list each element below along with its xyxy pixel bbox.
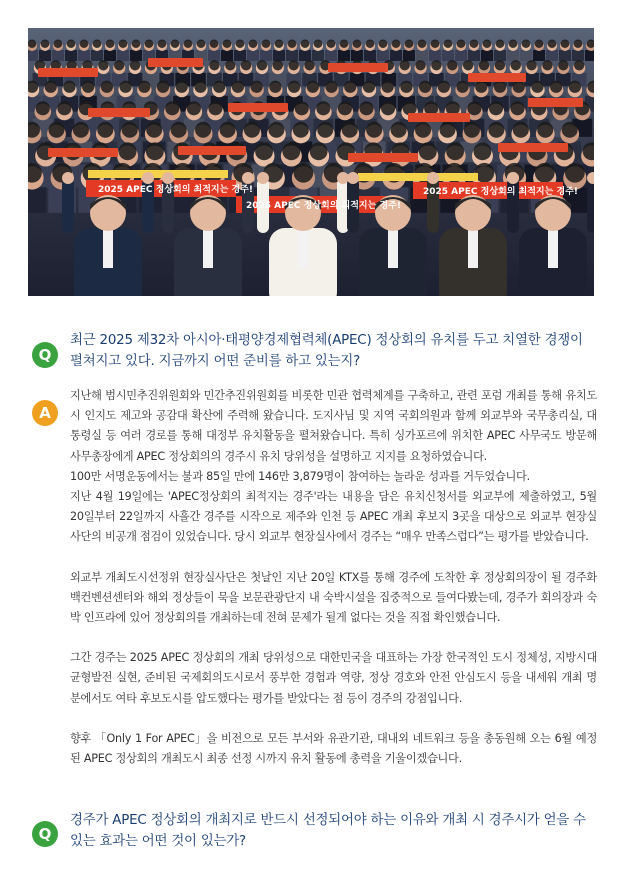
person-body <box>403 50 415 61</box>
person-hair <box>288 40 297 49</box>
person-hair <box>531 81 543 93</box>
person-body <box>390 50 402 61</box>
raised-hand <box>62 172 74 184</box>
person-hair <box>36 101 50 115</box>
person-hair <box>565 163 585 183</box>
person-hair <box>255 142 273 160</box>
person-hair <box>405 40 414 49</box>
question-2-text: 경주가 APEC 정상회의 개최지로 반드시 선정되어야 하는 이유와 개최 시 경주시가 얻을 수 있는 효과는 어떤 것이 있는가? <box>70 813 586 849</box>
raised-hand <box>507 172 519 184</box>
person-hair <box>48 122 64 138</box>
person-body <box>572 50 584 61</box>
cheering-banner <box>148 58 203 67</box>
person-hair <box>381 101 395 115</box>
person-body <box>273 50 285 61</box>
person-hair <box>171 40 180 49</box>
person-hair <box>209 60 219 70</box>
person-body <box>494 50 506 61</box>
person-body <box>91 50 103 61</box>
cheering-banner <box>468 73 526 82</box>
person-hair <box>80 40 89 49</box>
person-body <box>28 50 38 61</box>
person-hair <box>561 40 570 49</box>
person-hair <box>304 60 314 70</box>
person-hair <box>340 40 349 49</box>
person-hair <box>41 40 50 49</box>
person-body <box>481 50 493 61</box>
person-hair <box>415 122 431 138</box>
person-hair <box>513 81 525 93</box>
person-hair <box>526 60 536 70</box>
cheering-banner <box>528 98 583 107</box>
person-hair <box>213 81 225 93</box>
person-body <box>52 50 64 61</box>
person-hair <box>97 122 113 138</box>
person-hair <box>114 60 124 70</box>
person-body <box>286 50 298 61</box>
person-hair <box>184 40 193 49</box>
person-hair <box>316 101 330 115</box>
person-hair <box>438 81 450 93</box>
answer-paragraph: 그간 경주는 2025 APEC 정상회의 개최 당위성으로 대한민국을 대표하는 가장 한국적인 도시 정체성, 지방시대 균형발전 실현, 준비된 국제회의도시로서 풍부한 경험과 역량, 정상 경호와 안전 안심도시 등을 내세워 개최 명분에서도 여타 후보도시를 압도했다는 평가를 받았다는 점 등이 경주의 강점입니다. <box>70 651 597 705</box>
person-body <box>78 50 90 61</box>
person-body <box>312 50 324 61</box>
answer-badge: A <box>32 400 58 426</box>
person-hair <box>363 81 375 93</box>
cheering-banner <box>328 63 388 72</box>
person-hair <box>310 142 328 160</box>
banner-text: 2025 APEC 정상회의 최적지는 경주! <box>98 185 253 195</box>
person-hair <box>63 81 75 93</box>
person-hair <box>511 60 521 70</box>
event-photo-illustration <box>28 28 594 296</box>
person-hair <box>273 60 283 70</box>
person-hair <box>353 40 362 49</box>
person-hair <box>225 60 235 70</box>
banner-text: 2025 APEC 정상회의 최적지는 경주! <box>246 201 401 211</box>
shirt <box>548 228 558 268</box>
person-body <box>117 50 129 61</box>
person-hair <box>464 122 480 138</box>
person-hair <box>244 122 260 138</box>
person-hair <box>98 60 108 70</box>
person-hair <box>344 81 356 93</box>
person-hair <box>338 101 352 115</box>
person-hair <box>314 40 323 49</box>
person-hair <box>307 81 319 93</box>
person-hair <box>294 163 314 183</box>
person-hair <box>223 40 232 49</box>
person-hair <box>119 81 131 93</box>
person-hair <box>106 40 115 49</box>
person-body <box>338 50 350 61</box>
person-hair <box>282 142 300 160</box>
person-hair <box>542 60 552 70</box>
person-hair <box>488 122 504 138</box>
person-hair <box>262 40 271 49</box>
person-body <box>28 187 46 213</box>
person-hair <box>419 81 431 93</box>
person-hair <box>513 122 529 138</box>
person-hair <box>45 81 57 93</box>
person-hair <box>195 122 211 138</box>
person-head <box>455 195 491 231</box>
raised-hand <box>162 172 174 184</box>
person-hair <box>275 40 284 49</box>
answer-paragraph: 지난 4월 19일에는 'APEC정상회의 최적지는 경주'라는 내용을 담은 유치신청서를 외교부에 제출하였고, 5월 20일부터 22일까지 사흘간 경주를 시작으로 제주와 인천 등 APEC 개최 후보지 3곳을 대상으로 외교부 현장실사단의 비공개 점검이 있었습니다. 당시 외교부 현장실사에서 경주는 “매우 만족스럽다”는 평가를 받았습니다. <box>70 490 597 544</box>
person-hair <box>327 40 336 49</box>
person-hair <box>470 40 479 49</box>
person-hair <box>392 40 401 49</box>
person-body <box>429 50 441 61</box>
answer-paragraph: 100만 서명운동에서는 불과 85일 만에 146만 3,879명이 참여하는 놀라운 성과를 거두었습니다. <box>70 469 530 483</box>
person-body <box>104 50 116 61</box>
person-hair <box>400 81 412 93</box>
person-body <box>299 50 311 61</box>
person-hair <box>171 122 187 138</box>
person-hair <box>419 142 437 160</box>
person-body <box>377 50 389 61</box>
person-hair <box>431 60 441 70</box>
person-hair <box>550 81 562 93</box>
person-hair <box>146 142 164 160</box>
answer-1-text <box>70 386 597 769</box>
person-hair <box>495 60 505 70</box>
person-hair <box>379 40 388 49</box>
cheering-banner <box>88 108 150 117</box>
person-hair <box>122 122 138 138</box>
person-hair <box>415 60 425 70</box>
person-hair <box>101 81 113 93</box>
person-hair <box>574 40 583 49</box>
person-hair <box>67 40 76 49</box>
raised-arm <box>62 178 74 233</box>
raised-hand <box>257 172 269 184</box>
person-hair <box>359 101 373 115</box>
person-body <box>442 50 454 61</box>
person-body <box>416 50 428 61</box>
person-hair <box>483 40 492 49</box>
raised-hand <box>242 172 254 184</box>
person-hair <box>489 101 503 115</box>
person-hair <box>289 60 299 70</box>
person-hair <box>146 122 162 138</box>
person-hair <box>562 122 578 138</box>
person-body <box>39 50 51 61</box>
person-hair <box>522 40 531 49</box>
person-head <box>90 195 126 231</box>
cheering-banner <box>358 173 478 181</box>
person-hair <box>288 81 300 93</box>
banner-text: 2025 APEC 정상회의 최적지는 경주! <box>423 187 578 197</box>
person-hair <box>474 142 492 160</box>
person-body <box>247 50 259 61</box>
person-body <box>130 50 142 61</box>
person-hair <box>496 40 505 49</box>
shirt <box>388 228 398 268</box>
cheering-banner <box>88 170 228 178</box>
person-hair <box>463 60 473 70</box>
person-hair <box>342 122 358 138</box>
answer-1 <box>32 386 597 769</box>
raised-hand <box>347 172 359 184</box>
shirt <box>203 228 213 268</box>
person-hair <box>210 40 219 49</box>
shirt <box>298 228 308 268</box>
person-hair <box>268 122 284 138</box>
person-body <box>559 50 571 61</box>
person-hair <box>439 122 455 138</box>
person-hair <box>301 40 310 49</box>
person-hair <box>145 40 154 49</box>
answer-paragraph: 향후 「Only 1 For APEC」을 비전으로 모든 부서와 유관기관, 대내외 네트워크 등을 총동원해 오는 6월 예정된 APEC 정상회의 개최도시 최종 선정 시까지 유치 활동에 총력을 기울이겠습니다. <box>70 731 597 766</box>
person-hair <box>295 101 309 115</box>
person-hair <box>220 122 236 138</box>
person-body <box>507 50 519 61</box>
person-body <box>455 50 467 61</box>
person-body <box>533 50 545 61</box>
person-hair <box>366 122 382 138</box>
person-hair <box>479 60 489 70</box>
person-hair <box>548 40 557 49</box>
person-head <box>535 195 571 231</box>
person-body <box>234 50 246 61</box>
person-head <box>190 195 226 231</box>
person-body <box>208 50 220 61</box>
question-badge: Q <box>32 821 58 847</box>
person-hair <box>475 81 487 93</box>
person-hair <box>73 122 89 138</box>
answer-paragraph: 지난해 범시민추진위원회와 민간추진위원회를 비롯한 민관 협력체계를 구축하고, 관련 포럼 개최를 통해 유치도시 인지도 제고와 공감대 확산에 주력해 왔습니다. 도지사님 및 지역 국회의원과 함께 외교부와 국무총리실, 대통령실 등 여러 경로를 통해 대정부 유치활동을 펼쳐왔습니다. 특히 싱가포르에 위치한 APEC 사무국도 방문해 사무총장에게 APEC 정상회의의 경주시 유치 당위성을 설명하고 지지를 요청하였습니다. <box>70 389 597 463</box>
person-hair <box>444 40 453 49</box>
person-hair <box>382 81 394 93</box>
raised-hand <box>427 172 439 184</box>
person-hair <box>197 40 206 49</box>
question-badge: Q <box>32 342 58 368</box>
person-hair <box>132 40 141 49</box>
person-hair <box>535 163 555 183</box>
person-hair <box>494 81 506 93</box>
person-hair <box>418 40 427 49</box>
shirt <box>103 228 113 268</box>
person-hair <box>293 122 309 138</box>
person-hair <box>391 122 407 138</box>
person-hair <box>236 40 245 49</box>
person-hair <box>456 81 468 93</box>
person-body <box>65 50 77 61</box>
person-hair <box>130 60 140 70</box>
person-body <box>364 50 376 61</box>
person-hair <box>251 81 263 93</box>
question-2 <box>32 810 597 852</box>
person-hair <box>447 60 457 70</box>
person-hair <box>446 142 464 160</box>
person-hair <box>509 40 518 49</box>
person-body <box>221 50 233 61</box>
person-hair <box>269 81 281 93</box>
person-hair <box>138 81 150 93</box>
person-hair <box>119 142 137 160</box>
person-body <box>546 50 558 61</box>
person-hair <box>241 60 251 70</box>
person-hair <box>431 40 440 49</box>
cheering-banner <box>178 146 246 155</box>
person-hair <box>176 81 188 93</box>
person-hair <box>194 81 206 93</box>
person-hair <box>574 60 584 70</box>
person-hair <box>208 101 222 115</box>
cheering-banner <box>38 68 98 77</box>
person-hair <box>510 101 524 115</box>
person-body <box>585 50 594 61</box>
person-hair <box>157 81 169 93</box>
cheering-banner <box>348 153 418 162</box>
person-hair <box>249 40 258 49</box>
raised-arm <box>587 178 594 233</box>
person-hair <box>82 81 94 93</box>
person-hair <box>558 60 568 70</box>
question-1-text: 최근 2025 제32차 아시아·태평양경제협력체(APEC) 정상회의 유치를 두고 치열한 경쟁이 펼쳐지고 있다. 지금까지 어떤 준비를 하고 있는지? <box>70 333 583 369</box>
person-hair <box>57 101 71 115</box>
person-hair <box>165 101 179 115</box>
shirt <box>468 228 478 268</box>
person-hair <box>257 60 267 70</box>
cheering-banner <box>408 113 470 122</box>
person-hair <box>400 60 410 70</box>
person-hair <box>325 81 337 93</box>
person-body <box>520 50 532 61</box>
person-body <box>351 50 363 61</box>
person-body <box>468 50 480 61</box>
person-hair <box>366 40 375 49</box>
person-body <box>325 50 337 61</box>
person-hair <box>535 40 544 49</box>
person-hair <box>569 81 581 93</box>
person-hair <box>54 40 63 49</box>
person-hair <box>457 40 466 49</box>
question-1 <box>32 330 597 372</box>
person-hair <box>232 81 244 93</box>
cheering-banner <box>498 143 568 152</box>
person-hair <box>187 101 201 115</box>
cheering-banner <box>48 148 118 157</box>
person-hair <box>93 40 102 49</box>
person-hair <box>28 40 36 49</box>
answer-paragraph: 외교부 개최도시선정위 현장실사단은 첫날인 지난 20일 KTX를 통해 경주에 도착한 후 정상회의장이 될 경주화백컨벤션센터와 해외 정상들이 묵을 보문관광단지 내 숙박시설을 집중적으로 들여다봤는데, 경주가 회의장과 숙박 인프라에 있어 정상회의를 개최하는데 전혀 문제가 될게 없다는 것을 직접 확인했습니다. <box>70 570 597 625</box>
event-photo <box>28 28 594 296</box>
raised-hand <box>142 172 154 184</box>
person-body <box>260 50 272 61</box>
person-hair <box>537 122 553 138</box>
cheering-banner <box>228 103 288 112</box>
person-hair <box>119 40 128 49</box>
person-hair <box>317 122 333 138</box>
person-hair <box>158 40 167 49</box>
